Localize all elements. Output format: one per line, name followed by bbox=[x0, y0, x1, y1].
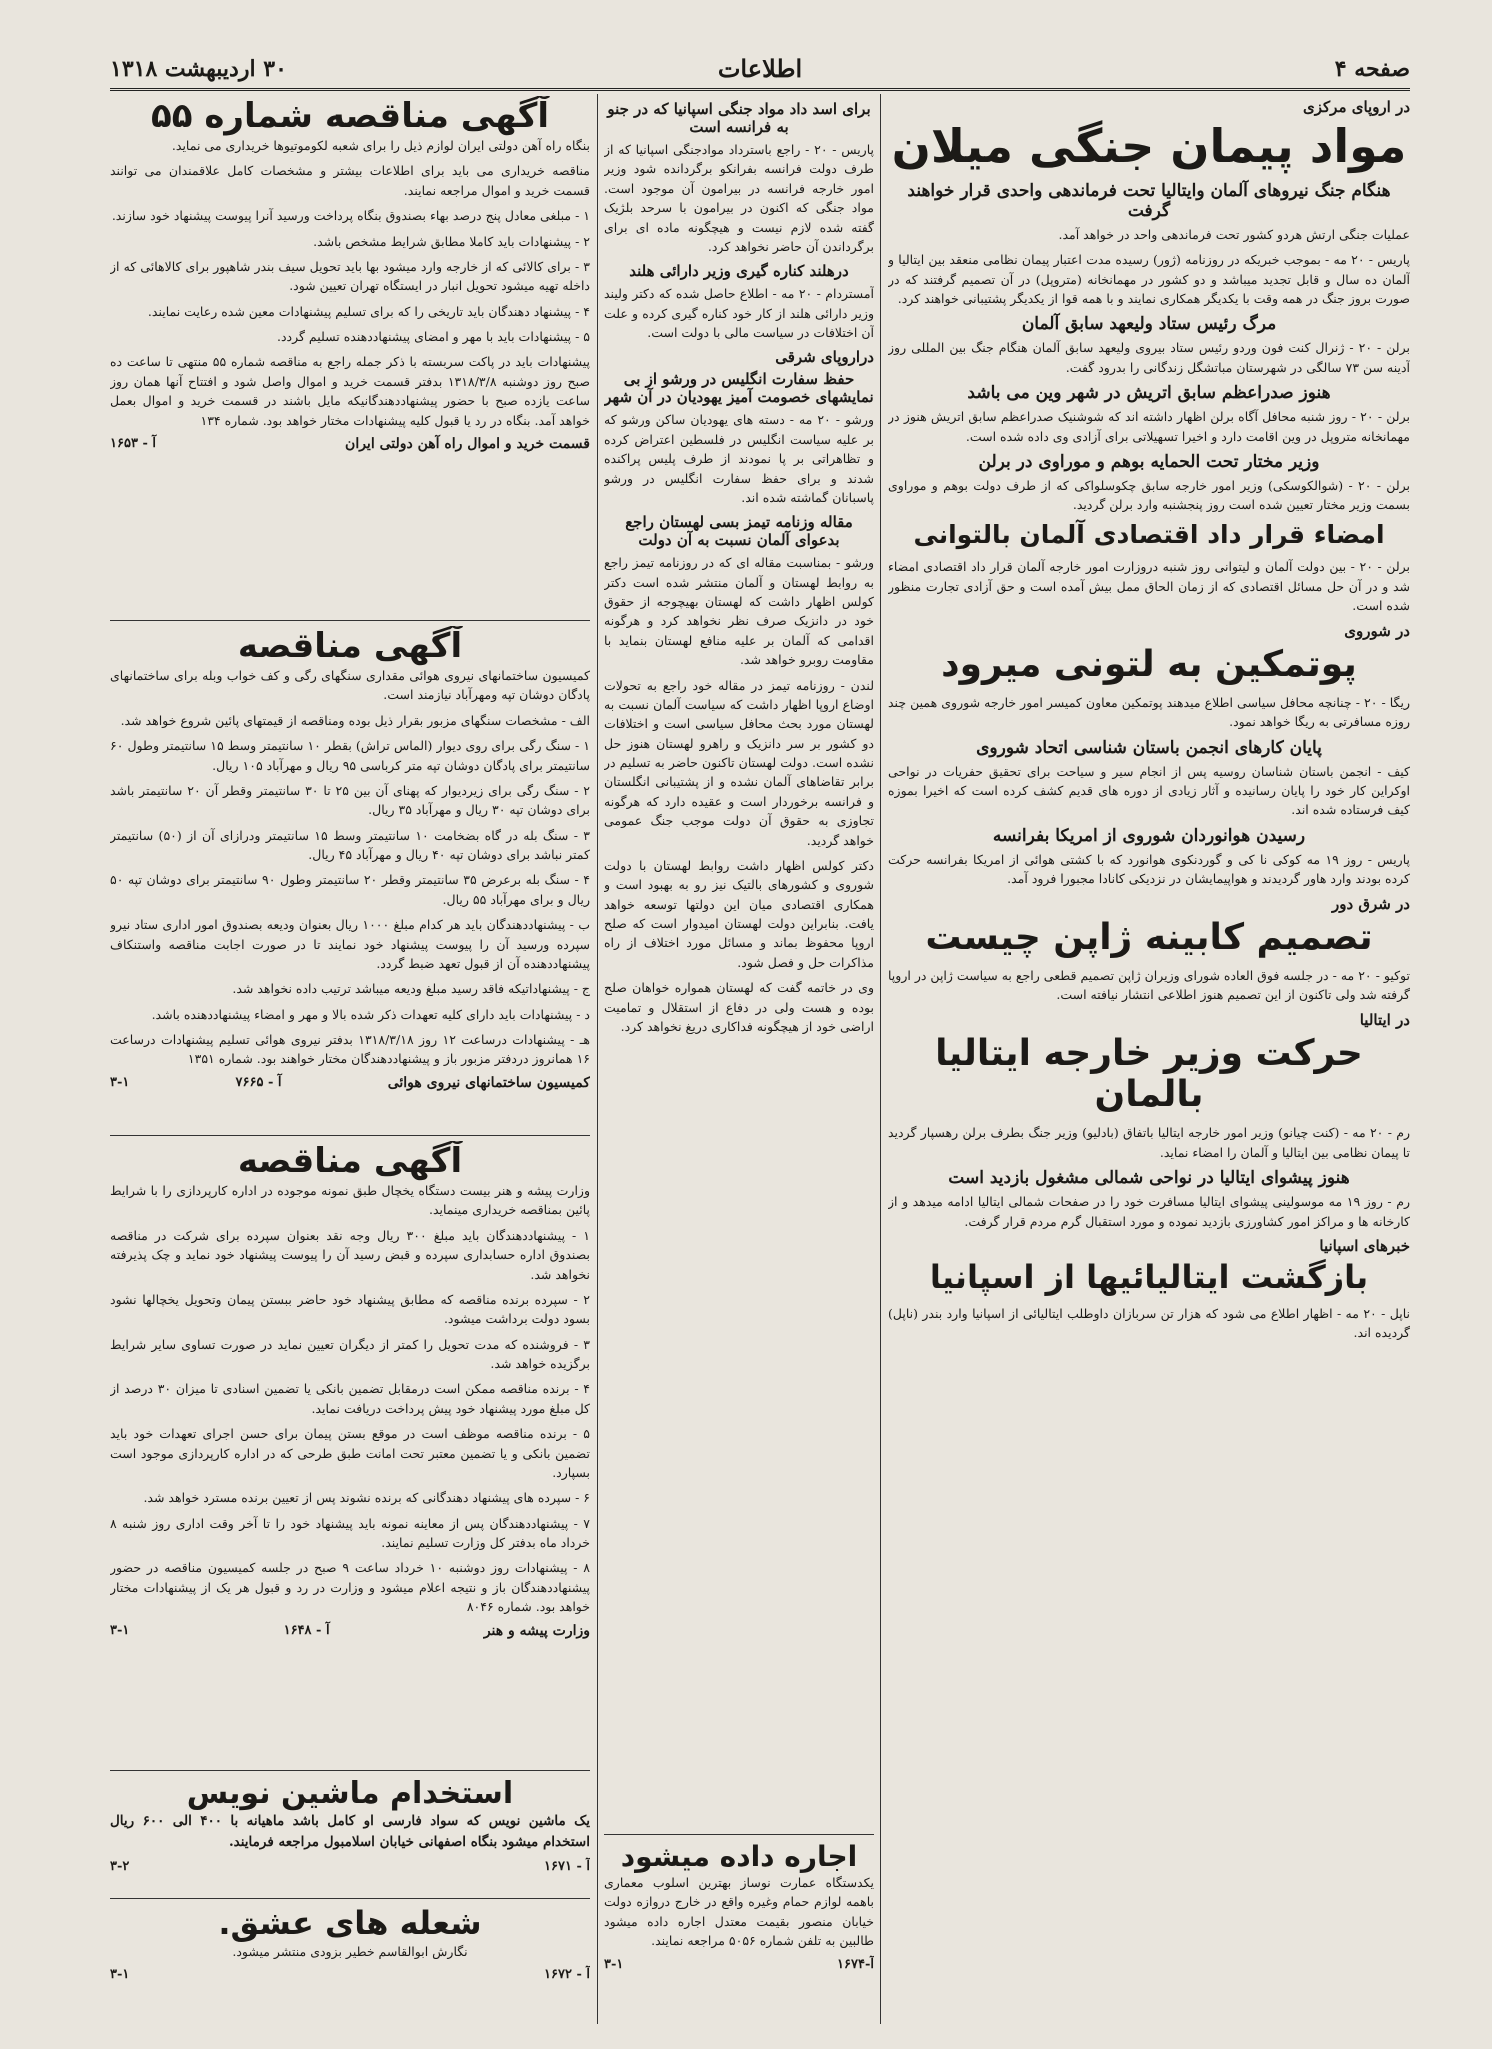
ad-air-force-count: ۳-۱ bbox=[110, 1074, 130, 1090]
article-archaeology: کیف - انجمن باستان شناسان روسیه پس از انجام سیر و سیاحت برای تحقیق حفریات در نواحی اوکراین کار خود را پایان رسانیده و آثار زیادی از دوره های قدیم کشف کرده است که اخیرا بموزه کیف فرستاده شده اند. bbox=[888, 763, 1410, 818]
ad-air-force-line: ب - پیشنهاددهندگان باید هر کدام مبلغ ۱۰۰۰ ریال بعنوان ودیعه بصندوق امور اداری ستاد نیرو سپرده ورسید آن را پیوست پیشنهاد خود نمایند تا در صورت اجابت مناقصه واستنکاف پیشنهاددهنده آن از قبول تعهد ضبط گردد. bbox=[110, 917, 590, 971]
ad-tender-55-line: ۴ - پیشنهاد دهندگان باید تاریخی را که برای تسلیم پیشنهادات معین شده رعایت نمایند. bbox=[147, 303, 590, 319]
ad-ministry-line: ۲ - سپرده برنده مناقصه که مطابق پیشنهاد خود حاضر ببستن پیمان وتحویل یخچالها نشود بسود دولت برداشت میشود. bbox=[110, 1291, 590, 1327]
ad-tender-55-line: بنگاه راه آهن دولتی ایران لوازم ذیل را برای شعبه لکوموتیوها خریداری می نماید. bbox=[171, 138, 590, 153]
article-italy-minister: رم - ۲۰ مه - (کنت چیانو) وزیر امور خارجه ایتالیا باتفاق (بادلیو) وزیر جنگ بطرف برلن رهسپار گردید تا پیمان نظامی بین ایتالیا و آلمان را امضاء نماید. bbox=[888, 1125, 1410, 1160]
ad-air-force-line: کمیسیون ساختمانهای نیروی هوائی مقداری سنگهای رگی و کف خواب وبله برای ساختمانهای پادگان دوشان تپه ومهرآباد نیازمند است. bbox=[110, 668, 590, 703]
subhead-archaeology: پایان کارهای انجمن باستان شناسی اتحاد شوروی bbox=[976, 737, 1322, 758]
ad-book bbox=[110, 1904, 590, 2024]
subhead-mussolini: هنوز پیشوای ایتالیا در نواحی شمالی مشغول بازدید است bbox=[948, 1168, 1350, 1189]
ad-rent-code: آ-۱۶۷۴ bbox=[837, 1956, 874, 1972]
ad-air-force-line: ج - پیشنهاداتیکه فاقد رسید مبلغ ودیعه میباشد ترتیب داده نخواهد شد. bbox=[232, 981, 590, 997]
article-times-part-3: دکتر کولس اظهار داشت روابط لهستان با دولت شوروی و کشورهای بالتیک نیز رو به بهبود است و همکاری اقتصادی میان این دولتها توسعه خواهد یافت. بنابراین دولت لهستان امیدوار است که صلح اروپا محفوظ بماند و مسائل مورد اختلاف از راه مذاکرات حل و فصل شود. bbox=[604, 857, 874, 970]
article-milan-lead: عملیات جنگی ارتش هردو کشور تحت فرماندهی واحد در خواهد آمد. bbox=[1058, 226, 1410, 242]
newspaper-name: اطلاعات bbox=[717, 54, 803, 83]
article-netherlands-minister: آمستردام - ۲۰ مه - اطلاع حاصل شده که دکتر ولیند وزیر دارائی هلند از کار خود کناره گیری کرده و علت آن اختلافات در سیاست مالی با دولت است. bbox=[604, 286, 874, 340]
ad-typist-text: یک ماشین نویس که سواد فارسی او کامل باشد ماهیانه با ۴۰۰ الی ۶۰۰ ریال استخدام میشود بنگاه اصفهانی خیابان اسلامبول مراجعه فرمایند. bbox=[110, 1813, 590, 1850]
ad-tender-55-footer bbox=[110, 436, 590, 452]
article-baltic-agreement: برلن - ۲۰ - بین دولت آلمان و لیتوانی روز شنبه دروزارت امور خارجه آلمان قرار داد اقتصادی امضاء شد و در آن حل مسائل اقتصادی که از زمان الحاق ممل بیش آمده است و حق آزادی تجارت منظور شده است. bbox=[888, 559, 1410, 614]
ad-ministry-line: ۳ - فروشنده که مدت تحویل را کمتر از دیگران تعیین نماید در صورت تساوی سایر شرایط برگزیده خواهد شد. bbox=[110, 1336, 590, 1371]
section-label-ussr: در شوروی bbox=[1344, 621, 1410, 640]
headline-warsaw-embassy: حفظ سفارت انگلیس در ورشو از بی نمایشهای خصومت آمیز یهودیان در آن شهر bbox=[604, 370, 874, 407]
section-label-central-europe: در اروپای مرکزی bbox=[1303, 98, 1410, 116]
ad-air-force-line: د - پیشنهادات باید دارای کلیه تعهدات ذکر شده بالا و مهر و امضاء پیشنهاددهنده باشد. bbox=[151, 1006, 590, 1022]
headline-japan-cabinet: تصمیم کابینه ژاپن چیست bbox=[925, 916, 1373, 958]
headline-spanish-war-material: برای اسد داد مواد جنگی اسپانیا که در جنو به فرانسه است bbox=[607, 100, 871, 136]
divider-ministry-tender bbox=[110, 1135, 590, 1136]
issue-date: ۳۰ اردیبهشت ۱۳۱۸ bbox=[110, 56, 287, 82]
section-label-eastern-europe: دراروپای شرقی bbox=[775, 348, 874, 367]
ad-tender-55-line: ۳ - برای کالائی که از خارجه وارد میشود بها باید تحویل سیف بندر شاهپور برای کالاهائی که از داخله تهیه میشود تحویل انبار در ایستگاه تهران تعیین شود. bbox=[110, 258, 590, 294]
page-number: صفحه ۴ bbox=[1334, 56, 1410, 82]
divider-book bbox=[110, 1898, 590, 1899]
ad-ministry-line: ۴ - برنده مناقصه ممکن است درمقابل تضمین بانکی یا تضمین اسنادی تا میزان ۳۰ درصد از کل مبلغ مورد پیشنهاد خود پیش پرداخت دریافت نماید. bbox=[110, 1381, 590, 1416]
divider-rent-ad bbox=[604, 1834, 874, 1835]
section-label-spain: خبرهای اسپانیا bbox=[1319, 1236, 1410, 1255]
ad-book-code: آ - ۱۶۷۲ bbox=[544, 1967, 590, 1983]
ad-typist-footer bbox=[110, 1859, 590, 1874]
ad-air-force-title: آگهی مناقصه bbox=[237, 626, 463, 666]
ad-book-footer bbox=[110, 1967, 590, 1982]
section-label-italy: در ایتالیا bbox=[1359, 1010, 1410, 1029]
masthead bbox=[110, 52, 1410, 84]
ad-ministry-count: ۳-۱ bbox=[110, 1622, 130, 1638]
masthead-rule bbox=[110, 88, 1410, 91]
ad-ministry-code: آ - ۱۶۴۸ bbox=[283, 1622, 330, 1638]
article-warsaw-embassy: ورشو - ۲۰ مه - دسته های یهودیان ساکن ورشو که بر علیه سیاست انگلیس در فلسطین اعتراض کرده و تظاهراتی بر پا نمودند از طرف پلیس پراکنده شدند و برای حفظ سفارت انگلیس در ورشو پاسبانان گماشته شده اند. bbox=[604, 412, 874, 505]
ad-book-title: شعله های عشق. bbox=[218, 1904, 482, 1942]
ad-rent-footer bbox=[604, 1957, 874, 1972]
ad-ministry-line: ۱ - پیشنهاددهندگان باید مبلغ ۳۰۰ ریال وجه نقد بعنوان سپرده برای شرکت در مناقصه بصندوق اداره حسابداری سپرده و قبض رسید آن را پیوست پیشنهاد خود نماید و چک پذیرفته نخواهد شد. bbox=[110, 1227, 590, 1282]
subhead-milan: هنگام جنگ نیروهای آلمان وایتالیا تحت فرماندهی واحدی قرار خواهند گرفت bbox=[907, 180, 1391, 221]
ad-tender-55-line: پیشنهادات باید در پاکت سربسته با ذکر جمله راجع به مناقصه شماره ۵۵ منتهی تا ساعت ده صبح روز دوشنبه ۱۳۱۸/۳/۸ بدفتر قسمت خرید و اموال واصل شود و افتتاح آنها همان روز ساعت یازده صبح با حضور پیشنهاددهندگانیکه مایل باشند در قسمت خرید و اموال بعمل خواهد آمد. بنگاه در رد یا قبول کلیه پیشنهادات مختار خواهد بود. شماره ۱۳۴ bbox=[110, 354, 590, 428]
ad-typist-count: ۳-۲ bbox=[110, 1858, 130, 1874]
ad-rent-count: ۳-۱ bbox=[604, 1956, 624, 1972]
headline-italy-minister: حرکت وزیر خارجه ایتالیا بالمان bbox=[935, 1032, 1363, 1116]
ad-ministry-line: ۵ - برنده مناقصه موظف است در موقع بستن پیمان برای حسن اجرای تعهدات خود باید تضمین بانکی و یا تضمین معتبر تحت امانت طبق طرحی که در اداره کارپردازی موجود است بسپارد. bbox=[110, 1426, 590, 1480]
headline-milan-pact: مواد پیمان جنگی میلان bbox=[891, 119, 1407, 173]
subhead-aviators: رسیدن هوانوردان شوروی از امریکا بفرانسه bbox=[992, 825, 1306, 846]
article-mussolini: رم - روز ۱۹ مه موسولینی پیشوای ایتالیا مسافرت خود را در صفحات شمالی ایتالیا ادامه میدهد و از کارخانه ها و مراکز امور کشاورزی بازدید نموده و مورد استقبال گرم مردم قرار گرفت. bbox=[888, 1194, 1410, 1229]
divider-air-tender bbox=[110, 620, 590, 621]
headline-spain-return: بازگشت ایتالیائیها از اسپانیا bbox=[929, 1257, 1369, 1296]
article-milan-body: پاریس - ۲۰ مه - بموجب خبریکه در روزنامه (ژور) رسیده مدت اعتبار پیمان نظامی منعقد بین ایتالیا و آلمان ده سال و قابل تجدید میباشد و دو کشور در مهمانخانه (متروپل) در آن تصمیم گرفتند که در صورت بروز جنگ در همه وقت با یکدیگر همکاری نمایند و با همه قوا از یکدیگر پشتیبانی خواهند کرد. bbox=[888, 252, 1410, 307]
ad-air-force-tender bbox=[110, 626, 590, 1131]
article-spanish-war-material: پاریس - ۲۰ - راجع باسترداد موادجنگی اسپانیا که از طرف دولت فرانسه بفرانکو برگردانده شود وزیر امور خارجه فرانسه در بیرامون آن موجود است. مواد جنگی که اکنون در بیرامون با سرحد بلژیک گفته شده لازم نیست و هیچگونه ماده ای برای برگرداندن آن حاضر نخواهد کرد. bbox=[604, 142, 874, 254]
headline-times-article: مقاله وزنامه تیمز بسی لهستان راجع بدعوای آلمان نسبت به آن دولت bbox=[625, 513, 853, 550]
ad-air-force-line: ۴ - سنگ بله برعرض ۳۵ سانتیمتر وقطر ۲۰ سانتیمتر وطول ۹۰ سانتیمتر برای دوشان تپه ۵۰ ریال و برای مهرآباد ۵۵ ریال. bbox=[110, 872, 590, 907]
article-times-part-4: وی در خاتمه گفت که لهستان همواره خواهان صلح بوده و هست ولی در دفاع از استقلال و تمامیت اراضی خود از هیچگونه فداکاری دریغ نخواهد کرد. bbox=[604, 980, 874, 1034]
ad-tender-55-line: ۲ - پیشنهادات باید کاملا مطابق شرایط مشخص باشد. bbox=[313, 233, 590, 249]
ad-tender-55-title: آگهی مناقصه شماره ۵۵ bbox=[150, 96, 550, 136]
article-japan-cabinet: توکیو - ۲۰ مه - در جلسه فوق العاده شورای وزیران ژاپن تصمیم قطعی راجع به سیاست ژاپن در اروپا گرفته شد ولی تاکنون از این تصمیم هنوز اطلاعی انتشار نیافته است. bbox=[888, 967, 1410, 1003]
ad-tender-55-signature: قسمت خرید و اموال راه آهن دولتی ایران bbox=[345, 435, 590, 452]
ad-tender-55 bbox=[110, 96, 590, 616]
divider-typist bbox=[110, 1770, 590, 1771]
ad-book-text: نگارش ابوالقاسم خطیر بزودی منتشر میشود. bbox=[232, 1944, 468, 1959]
ad-rent-text: یکدستگاه عمارت نوساز بهترین اسلوب معماری باهمه لوازم حمام وغیره واقع در خارج دروازه دولت خیابان منصور بقیمت معتدل اجاره داده میشود طالبین به تلفن شماره ۵۰۵۶ مراجعه نمایند. bbox=[604, 1875, 874, 1949]
section-label-far-east: در شرق دور bbox=[1331, 894, 1410, 913]
ad-ministry-tender bbox=[110, 1141, 590, 1766]
ad-air-force-code: آ - ۷۶۶۵ bbox=[235, 1074, 282, 1090]
ad-ministry-footer bbox=[110, 1623, 590, 1639]
ad-air-force-line: الف - مشخصات سنگهای مزبور بقرار ذیل بوده ومناقصه از قیمتهای پائین شروع خواهد شد. bbox=[120, 712, 590, 728]
ad-air-force-signature: کمیسیون ساختمانهای نیروی هوائی bbox=[387, 1074, 590, 1091]
article-times-part-1: ورشو - بمناسبت مقاله ای که در روزنامه تیمز راجع به روابط لهستان و آلمان منتشر شده است دکتر کولس اظهار داشت که لهستان بهیچوجه از حقوق خود در دانزیک صرف نظر نخواهد کرد و هرگونه اقدامی که آلمان بر علیه منافع لهستان بنماید با مقاومت روبرو خواهد شد. bbox=[604, 555, 874, 668]
subhead-netherlands-minister: درهلند کناره گیری وزیر دارائی هلند bbox=[629, 262, 849, 281]
ad-typist bbox=[110, 1776, 590, 1896]
ad-rent bbox=[604, 1840, 874, 2020]
ad-tender-55-line: ۵ - پیشنهادات باید با مهر و امضای پیشنهاددهنده تسلیم گردد. bbox=[277, 329, 590, 344]
article-chief-of-staff: برلن - ۲۰ - ژنرال کنت فون وردو رئیس ستاد بیروی ولیعهد سابق آلمان هنگام جنگ بین المللی روز آدینه سن ۷۳ سالگی در شهرستان مباتشگل زندگانی را بدرود گفت. bbox=[888, 340, 1410, 375]
article-austria-chancellor: برلن - ۲۰ - روز شنبه محافل آگاه برلن اظهار داشته اند که شوشنیک صدراعظم سابق اتریش هنوز در مهمانخانه متروپل در وین اقامت دارد و اخیرا تسهیلاتی برای آزادی وی داده شده است. bbox=[888, 409, 1410, 444]
subhead-austria-chancellor: هنوز صدراعظم سابق اتریش در شهر وین می باشد bbox=[967, 383, 1331, 404]
ad-tender-55-line: ۱ - مبلغی معادل پنج درصد بهاء بصندوق بنگاه پرداخت ورسید آنرا پیوست پیشنهاد خود سازند. bbox=[111, 208, 590, 224]
divider-left bbox=[597, 94, 598, 2024]
ad-ministry-title: آگهی مناقصه bbox=[237, 1141, 463, 1181]
ad-ministry-line: ۸ - پیشنهادات روز دوشنبه ۱۰ خرداد ساعت ۹ صبح در جلسه کمیسیون مناقصه در حضور پیشنهاددهندگان باز و نتیجه اعلام میشود و وزارت در رد و قبول هر یک از پیشنهادات مختار خواهد بود. شماره ۸۰۴۶ bbox=[110, 1560, 590, 1615]
middle-column bbox=[604, 96, 874, 1831]
ad-ministry-line: وزارت پیشه و هنر بیست دستگاه یخچال طبق نمونه موجوده در اداره کارپردازی را با شرایط پائین بمناقصه خریداری مینماید. bbox=[110, 1183, 590, 1218]
subhead-chief-of-staff: مرگ رئیس ستاد ولیعهد سابق آلمان bbox=[1021, 314, 1277, 335]
article-spain-return: ناپل - ۲۰ مه - اظهار اطلاع می شود که هزار تن سربازان داوطلب ایتالیائی از اسپانیا وارد بندر (ناپل) گردیده اند. bbox=[888, 1305, 1410, 1341]
ad-tender-55-code: آ - ۱۶۵۳ bbox=[110, 435, 156, 451]
ad-typist-code: آ - ۱۶۷۱ bbox=[544, 1858, 590, 1874]
headline-potemkin: پوتمکین به لتونی میرود bbox=[941, 643, 1357, 685]
ad-typist-title: استخدام ماشین نویس bbox=[186, 1776, 514, 1811]
ad-air-force-line: ۲ - سنگ رگی برای زیردیوار که پهنای آن بین ۲۵ تا ۳۰ سانتیمتر وقطر آن ۲۰ سانتیمتر باشد برای دوشان تپه ۳۰ ریال و مهرآباد ۳۵ ریال. bbox=[110, 782, 590, 818]
ad-ministry-line: ۷ - پیشنهاددهندگان پس از معاینه نمونه باید پیشنهاد خود را تا آخر وقت اداری روز شنبه ۸ خرداد ماه بدفتر کل وزارت تسلیم نمایند. bbox=[110, 1515, 590, 1550]
ad-air-force-line: هـ - پیشنهادات درساعت ۱۲ روز ۱۳۱۸/۳/۱۸ بدفتر نیروی هوائی تسلیم پیشنهادات درساعت ۱۶ همانروز دردفتر مزبور باز و پیشنهاددهندگان مختار خواهند بود. شماره ۱۳۵۱ bbox=[110, 1032, 590, 1067]
ad-tender-55-line: مناقصه خریداری می باید برای اطلاعات بیشتر و مشخصات کامل علاقمندان می توانند قسمت خرید و اموال مراجعه نمایند. bbox=[110, 163, 590, 198]
divider-right bbox=[880, 94, 881, 2024]
article-times-part-2: لندن - روزنامه تیمز در مقاله خود راجع به تحولات اوضاع اروپا اظهار داشت که سیاست آلمان نسبت به لهستان مورد بحث محافل سیاسی است و اختلافات دو کشور بر سر دانزیک و راهرو لهستان هنوز حل نشده است. دولت لهستان تاکنون حاضر به تسلیم در برابر تقاضاهای آلمان نشده و از پشتیبانی انگلستان و فرانسه برخوردار است و عقیده دارد که هرگونه تجاوزی به حقوق آن دولت موجب جنگ عمومی خواهد گردید. bbox=[604, 677, 874, 848]
ad-ministry-signature: وزارت پیشه و هنر bbox=[483, 1622, 590, 1639]
right-column bbox=[888, 96, 1410, 2031]
ad-book-count: ۳-۱ bbox=[110, 1967, 130, 1983]
article-aviators: پاریس - روز ۱۹ مه کوکی نا کی و گوردنکوی هوانورد که با کشتی هوائی از امریکا بفرانسه حرکت کرده بودند وارد هاور گردیدند و هواپیمایشان در نزدیکی کانادا مجبورا فرود آمد. bbox=[888, 851, 1410, 887]
ad-ministry-line: ۶ - سپرده های پیشنهاد دهندگانی که برنده نشوند پس از تعیین برنده مسترد خواهد شد. bbox=[143, 1490, 590, 1506]
ad-air-force-line: ۱ - سنگ رگی برای روی دیوار (الماس تراش) بقطر ۱۰ سانتیمتر وسط ۱۵ سانتیمتر وطول ۶۰ سانتیمتر برای پادگان دوشان تپه متر کرباسی ۹۵ ریال و مهرآباد ۱۰۵ ریال. bbox=[110, 738, 590, 773]
article-bohemia-minister: برلن - ۲۰ - (شوالکوسکی) وزیر امور خارجه سابق چکوسلواکی که از طرف دولت بوهم و موراوی بسمت وزیر مختار تعیین شده است روز پنجشنبه وارد برلن گردید. bbox=[888, 477, 1410, 513]
headline-baltic-agreement: امضاء قرار داد اقتصادی آلمان بالتوانی bbox=[913, 519, 1385, 549]
ad-rent-title: اجاره داده میشود bbox=[620, 1840, 858, 1873]
subhead-bohemia-minister: وزیر مختار تحت الحمایه بوهم و موراوی در برلن bbox=[978, 451, 1320, 472]
article-potemkin: ریگا - ۲۰ - چنانچه محافل سیاسی اطلاع میدهند پوتمکین معاون کمیسر امور خارجه شوروی همین چند روزه مسافرتی به ریگا خواهد نمود. bbox=[888, 694, 1410, 730]
ad-air-force-footer bbox=[110, 1075, 590, 1091]
ad-air-force-line: ۳ - سنگ بله در گاه بضخامت ۱۰ سانتیمتر وسط ۱۵ سانتیمتر ودرازای آن از (۵۰) سانتیمتر کمتر نباشد برای دوشان تپه ۴۰ ریال و مهرآباد ۴۵ ریال. bbox=[110, 827, 590, 862]
